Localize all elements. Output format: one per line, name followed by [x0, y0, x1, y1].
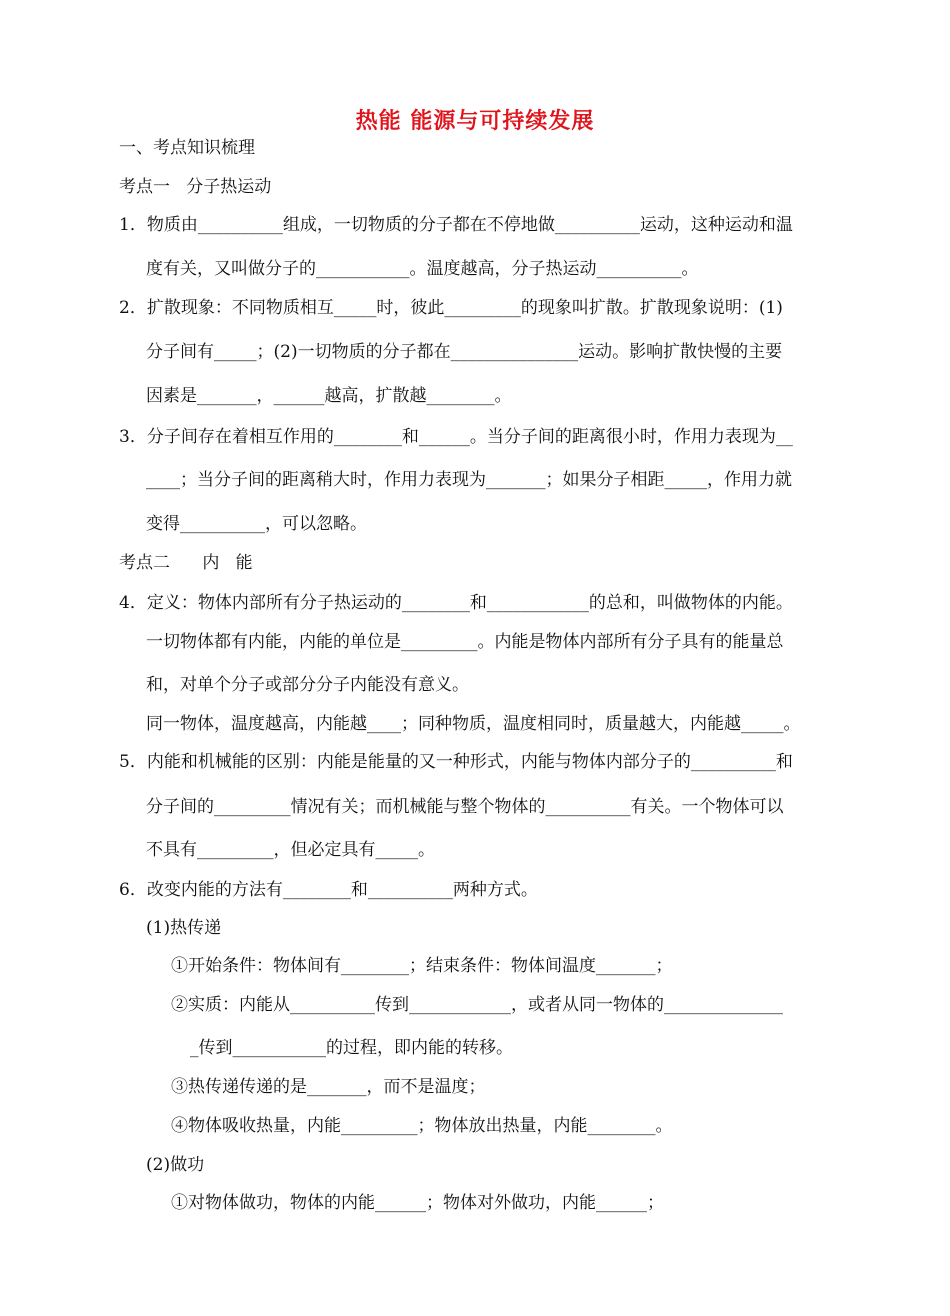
heat-transfer-point-2: ②实质：内能从__________传到____________，或者从同一物体的______________	[171, 995, 783, 1015]
work-point-1: ①对物体做功，物体的内能______；物体对外做功，内能______；	[171, 1193, 664, 1213]
item-4-line-4: 同一物体，温度越高，内能越____；同种物质，温度相同时，质量越大，内能越_____。	[146, 714, 801, 734]
subsection-heading: 考点一 分子热运动	[119, 177, 272, 197]
item-3-line-1: 3．分子间存在着相互作用的________和______。当分子间的距离很小时，作用力表现为__	[119, 427, 793, 447]
item-1-line-1: 1．物质由__________组成，一切物质的分子都在不停地做__________运动，这种运动和温	[119, 215, 793, 235]
subsection-heading: 考点二 内 能	[119, 553, 253, 573]
heat-transfer-point-1: ①开始条件：物体间有________；结束条件：物体间温度_______；	[171, 956, 673, 976]
item-5-line-3: 不具有_________，但必定具有_____。	[146, 840, 435, 860]
item-2-line-3: 因素是_______，______越高，扩散越________。	[146, 386, 512, 406]
item-4-line-2: 一切物体都有内能，内能的单位是_________。内能是物体内部所有分子具有的能量总	[146, 632, 784, 652]
subitem-heat-transfer: (1)热传递	[146, 918, 222, 938]
item-2-line-2: 分子间有_____；(2)一切物质的分子都在_______________运动。影响扩散快慢的主要	[146, 342, 783, 362]
item-5-line-1: 5．内能和机械能的区别：内能是能量的又一种形式，内能与物体内部分子的__________和	[119, 752, 793, 772]
item-6-line-1: 6．改变内能的方法有________和__________两种方式。	[119, 880, 538, 900]
item-4-line-1: 4．定义：物体内部所有分子热运动的________和____________的总和，叫做物体的内能。	[119, 593, 793, 613]
item-3-line-2: ____；当分子间的距离稍大时，作用力表现为_______；如果分子相距_____，作用力就	[146, 470, 792, 490]
subitem-work: (2)做功	[146, 1155, 205, 1175]
heat-transfer-point-2-cont: _传到___________的过程，即内能的转移。	[190, 1038, 513, 1058]
item-1-line-2: 度有关，又叫做分子的___________。温度越高，分子热运动__________。	[146, 259, 699, 279]
item-3-line-3: 变得__________，可以忽略。	[146, 514, 367, 534]
item-2-line-1: 2．扩散现象：不同物质相互_____时，彼此_________的现象叫扩散。扩散现象说明：(1)	[119, 298, 783, 318]
item-5-line-2: 分子间的_________情况有关；而机械能与整个物体的__________有关。一个物体可以	[146, 797, 784, 817]
section-heading: 一、考点知识梳理	[119, 138, 255, 158]
document-title: 热能 能源与可持续发展	[355, 109, 595, 134]
item-4-line-3: 和，对单个分子或部分分子内能没有意义。	[146, 675, 469, 695]
heat-transfer-point-4: ④物体吸收热量，内能_________；物体放出热量，内能________。	[171, 1116, 673, 1136]
heat-transfer-point-3: ③热传递传递的是_______，而不是温度；	[171, 1077, 486, 1097]
